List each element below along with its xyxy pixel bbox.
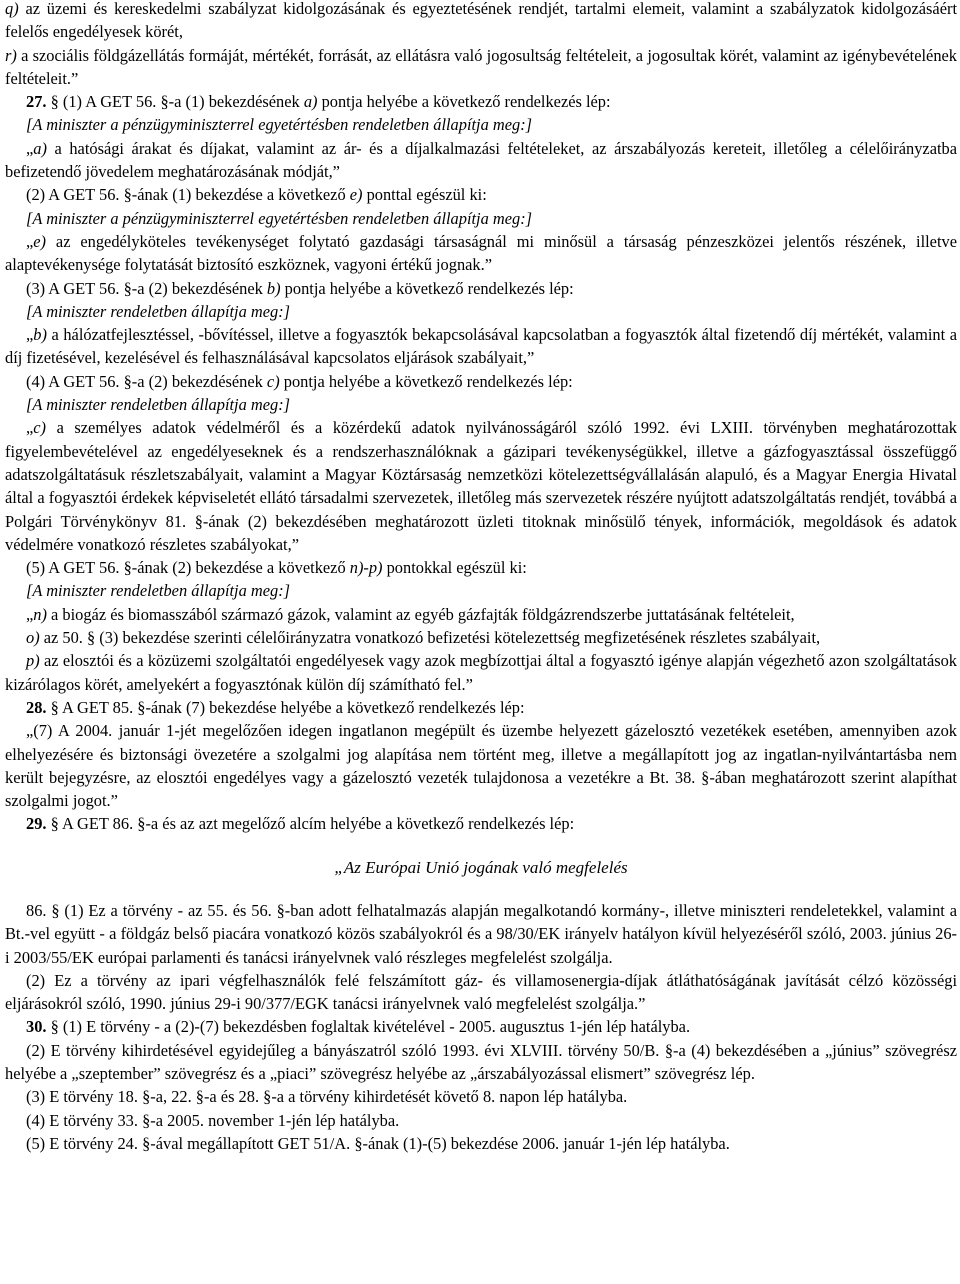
paragraph xyxy=(5,1039,957,1086)
emphasis-text: c) xyxy=(266,371,280,391)
paragraph xyxy=(5,137,957,184)
emphasis-text: o) xyxy=(26,628,40,648)
text-run: 86. § (1) Ez a törvény - az 55. és 56. §-ban adott felhatalmazás alapján megalkotandó kormány-, illetve miniszteri rendeletekkel, valamint a Bt.-vel együtt - a földgáz belső piacára vonatkozó közös szabályokról és a 98/30/EK irányelv hatályon kívül helyezéséről szóló, 2003. június 26-i 2003/55/EK európai parlamenti és tanácsi irányelvnek való részleges megfelelést szolgálja. xyxy=(5,900,957,967)
paragraph xyxy=(5,719,957,812)
paragraph xyxy=(5,207,957,230)
section-heading xyxy=(5,856,957,879)
text-run: § A GET 85. §-ának (7) bekezdése helyébe a következő rendelkezés lép: xyxy=(46,697,525,717)
paragraph xyxy=(5,323,957,370)
emphasis-text: c) xyxy=(33,418,47,438)
paragraph xyxy=(5,277,957,300)
section-number: 29. xyxy=(26,814,47,834)
document-page xyxy=(5,0,957,1155)
text-run: ponttal egészül ki: xyxy=(362,185,487,205)
paragraph xyxy=(5,579,957,602)
text-run: (5) A GET 56. §-ának (2) bekezdése a következő xyxy=(26,558,350,578)
text-run: pontja helyébe a következő rendelkezés lép: xyxy=(317,92,611,112)
paragraph xyxy=(5,1109,957,1132)
text-run: (2) E törvény kihirdetésével egyidejűleg a bányászatról szóló 1993. évi XLVIII. törvény 50/B. §-a (4) bekezdésében a „június” szövegrész helyébe a „szeptember” szövegrész és a „piaci” szövegrész helyébe az „árszabályozással elismert” szövegrész lép. xyxy=(5,1040,957,1084)
section-number: 28. xyxy=(26,697,47,717)
emphasis-text: p) xyxy=(26,651,40,671)
emphasis-text: e) xyxy=(33,231,47,251)
paragraph xyxy=(5,370,957,393)
text-run: a biogáz és biomasszából származó gázok, valamint az egyéb gázfajták földgázrendszerbe juttatásának feltételeit, xyxy=(46,604,795,624)
emphasis-text: [A miniszter rendeletben állapítja meg:] xyxy=(26,301,291,321)
text-run: „ xyxy=(26,325,34,345)
emphasis-text: a) xyxy=(303,92,318,112)
emphasis-text: b) xyxy=(33,325,47,345)
text-run: (2) Ez a törvény az ipari végfelhasználók felé felszámított gáz- és villamosenergia-díjak átláthatóságának javítását célzó közösségi eljárásokról szóló, 1990. június 29-i 90/377/EGK tanácsi irányelvnek való megfelelést szolgálja.” xyxy=(5,970,957,1014)
paragraph xyxy=(5,969,957,1016)
text-run: pontja helyébe a következő rendelkezés lép: xyxy=(279,371,573,391)
paragraph xyxy=(5,1015,957,1038)
paragraph xyxy=(5,696,957,719)
paragraph xyxy=(5,230,957,277)
emphasis-text: q) xyxy=(5,0,19,18)
emphasis-text: [A miniszter a pénzügyminiszterrel egyetértésben rendeletben állapítja meg:] xyxy=(26,208,533,228)
paragraph xyxy=(5,90,957,113)
paragraph xyxy=(5,899,957,969)
emphasis-text: e) xyxy=(349,185,363,205)
emphasis-text: r) xyxy=(5,45,17,65)
paragraph xyxy=(5,626,957,649)
paragraph xyxy=(5,44,957,91)
text-run: „(7) A 2004. január 1-jét megelőzően idegen ingatlanon megépült és üzembe helyezett gázelosztó vezetékek esetében, amennyiben azok elhelyezésére és biztonsági övezetére a szolgalmi jog alapítása nem történt meg, illetve a megállapított jog az ingatlan-nyilvántartásba nem került bejegyzésre, az elosztói engedélyes vagy a gázelosztó vezeték tulajdonosa a vezetékre a Bt. 38. §-ában meghatározott szerint alapíthat szolgalmi jogot.” xyxy=(5,721,957,811)
paragraph xyxy=(5,649,957,696)
section-number: 30. xyxy=(26,1017,47,1037)
text-run: (4) E törvény 33. §-a 2005. november 1-jén lép hatályba. xyxy=(26,1110,400,1130)
text-run: az elosztói és a közüzemi szolgáltatói engedélyesek vagy azok megbízottjai által a fogyasztó igénye alapján végezhető azon szolgáltatások kizárólagos körét, amelyekért a fogyasztónak külön díj számítható fel.” xyxy=(5,651,957,694)
text-run: (3) A GET 56. §-a (2) bekezdésének xyxy=(26,278,267,298)
text-run: (5) E törvény 24. §-ával megállapított GET 51/A. §-ának (1)-(5) bekezdése 2006. január 1-jén lép hatályba. xyxy=(26,1133,730,1153)
text-run: pontja helyébe a következő rendelkezés lép: xyxy=(280,278,574,298)
text-run: az 50. § (3) bekezdése szerinti célelőirányzatra vonatkozó befizetési kötelezettség megfizetésének részletes szabályait, xyxy=(39,628,821,648)
text-run: az engedélyköteles tevékenységet folytató gazdasági társaságnál mi minősül a társaság pénzeszközei jelentős részének, illetve alaptevékenysége folytatását biztosító eszköznek, vagyoni értékű jognak.” xyxy=(5,231,957,275)
text-run: § A GET 86. §-a és az azt megelőző alcím helyébe a következő rendelkezés lép: xyxy=(46,814,575,834)
paragraph xyxy=(5,0,957,44)
paragraph xyxy=(5,393,957,416)
section-number: 27. xyxy=(26,92,47,112)
text-run: a hálózatfejlesztéssel, -bővítéssel, illetve a fogyasztók bekapcsolásával kapcsolatban a fogyasztók által fizetendő díj mértékét, valamint a díj fizetésével, kezelésével és felhasználásával kapcsolatos eljárások szabályait,” xyxy=(5,325,957,368)
text-run: pontokkal egészül ki: xyxy=(382,558,527,578)
text-run: az üzemi és kereskedelmi szabályzat kidolgozásának és egyeztetésének rendjét, tartalmi elemeit, valamint a szabályzatok kidolgozásáért felelős engedélyesek körét, xyxy=(5,0,957,42)
paragraph xyxy=(5,416,957,556)
paragraph xyxy=(5,1085,957,1108)
paragraph xyxy=(5,812,957,835)
text-run: „ xyxy=(26,231,34,251)
text-run: „Az Európai Unió jogának való megfelelés xyxy=(334,857,628,877)
paragraph xyxy=(5,300,957,323)
text-run: § (1) A GET 56. §-a (1) bekezdésének xyxy=(46,92,304,112)
paragraph xyxy=(5,1132,957,1155)
text-run: § (1) E törvény - a (2)-(7) bekezdésben foglaltak kivételével - 2005. augusztus 1-jén lép hatályba. xyxy=(46,1017,691,1037)
text-run: „ xyxy=(26,138,34,158)
text-run: a szociális földgázellátás formáját, mértékét, forrását, az ellátásra való jogosultság feltételeit, a jogosultak körét, valamint az igénybevételének feltételeit.” xyxy=(5,45,957,88)
emphasis-text: n) xyxy=(33,604,47,624)
emphasis-text: b) xyxy=(266,278,281,298)
emphasis-text: [A miniszter rendeletben állapítja meg:] xyxy=(26,395,291,415)
emphasis-text: [A miniszter rendeletben állapítja meg:] xyxy=(26,581,291,601)
emphasis-text: a) xyxy=(33,138,47,158)
emphasis-text: n)-p) xyxy=(349,558,383,578)
text-run: „ xyxy=(26,604,34,624)
emphasis-text: [A miniszter a pénzügyminiszterrel egyetértésben rendeletben állapítja meg:] xyxy=(26,115,533,135)
text-run: (3) E törvény 18. §-a, 22. §-a és 28. §-a a törvény kihirdetését követő 8. napon lép hatályba. xyxy=(26,1087,628,1107)
paragraph xyxy=(5,603,957,626)
text-run: (4) A GET 56. §-a (2) bekezdésének xyxy=(26,371,267,391)
paragraph xyxy=(5,113,957,136)
text-run: a személyes adatok védelméről és a közérdekű adatok nyilvánosságáról szóló 1992. évi LXIII. törvényben meghatározottak figyelembevételével az engedélyeseknek és a rendszerhasználóknak a gázipari tevékenységükkel, illetve a gázfogyasztással összefüggő adatszolgáltatásuk részletszabályait, valamint a Magyar Köztársaság nemzetközi kötelezettségvállalásán alapuló, és a Magyar Energia Hivatal által a fogyasztói érdekek képviseletét ellátó társadalmi szervezetek, illetőleg más szervezetek részére nyújtott adatszolgáltatás rendjét, továbbá a Polgári Törvénykönyv 81. §-ának (2) bekezdésében meghatározott üzleti titoknak minősülő tények, információk, megoldások és adatok védelmére vonatkozó részletes szabályokat,” xyxy=(5,418,957,554)
text-run: „ xyxy=(26,418,34,438)
text-run: a hatósági árakat és díjakat, valamint az ár- és a díjalkalmazási feltételeket, az árszabályozás kereteit, illetőleg a célelőirányzatba befizetendő jövedelem meghatározásának módját,” xyxy=(5,138,957,182)
paragraph xyxy=(5,183,957,206)
text-run: (2) A GET 56. §-ának (1) bekezdése a következő xyxy=(26,185,350,205)
paragraph xyxy=(5,556,957,579)
